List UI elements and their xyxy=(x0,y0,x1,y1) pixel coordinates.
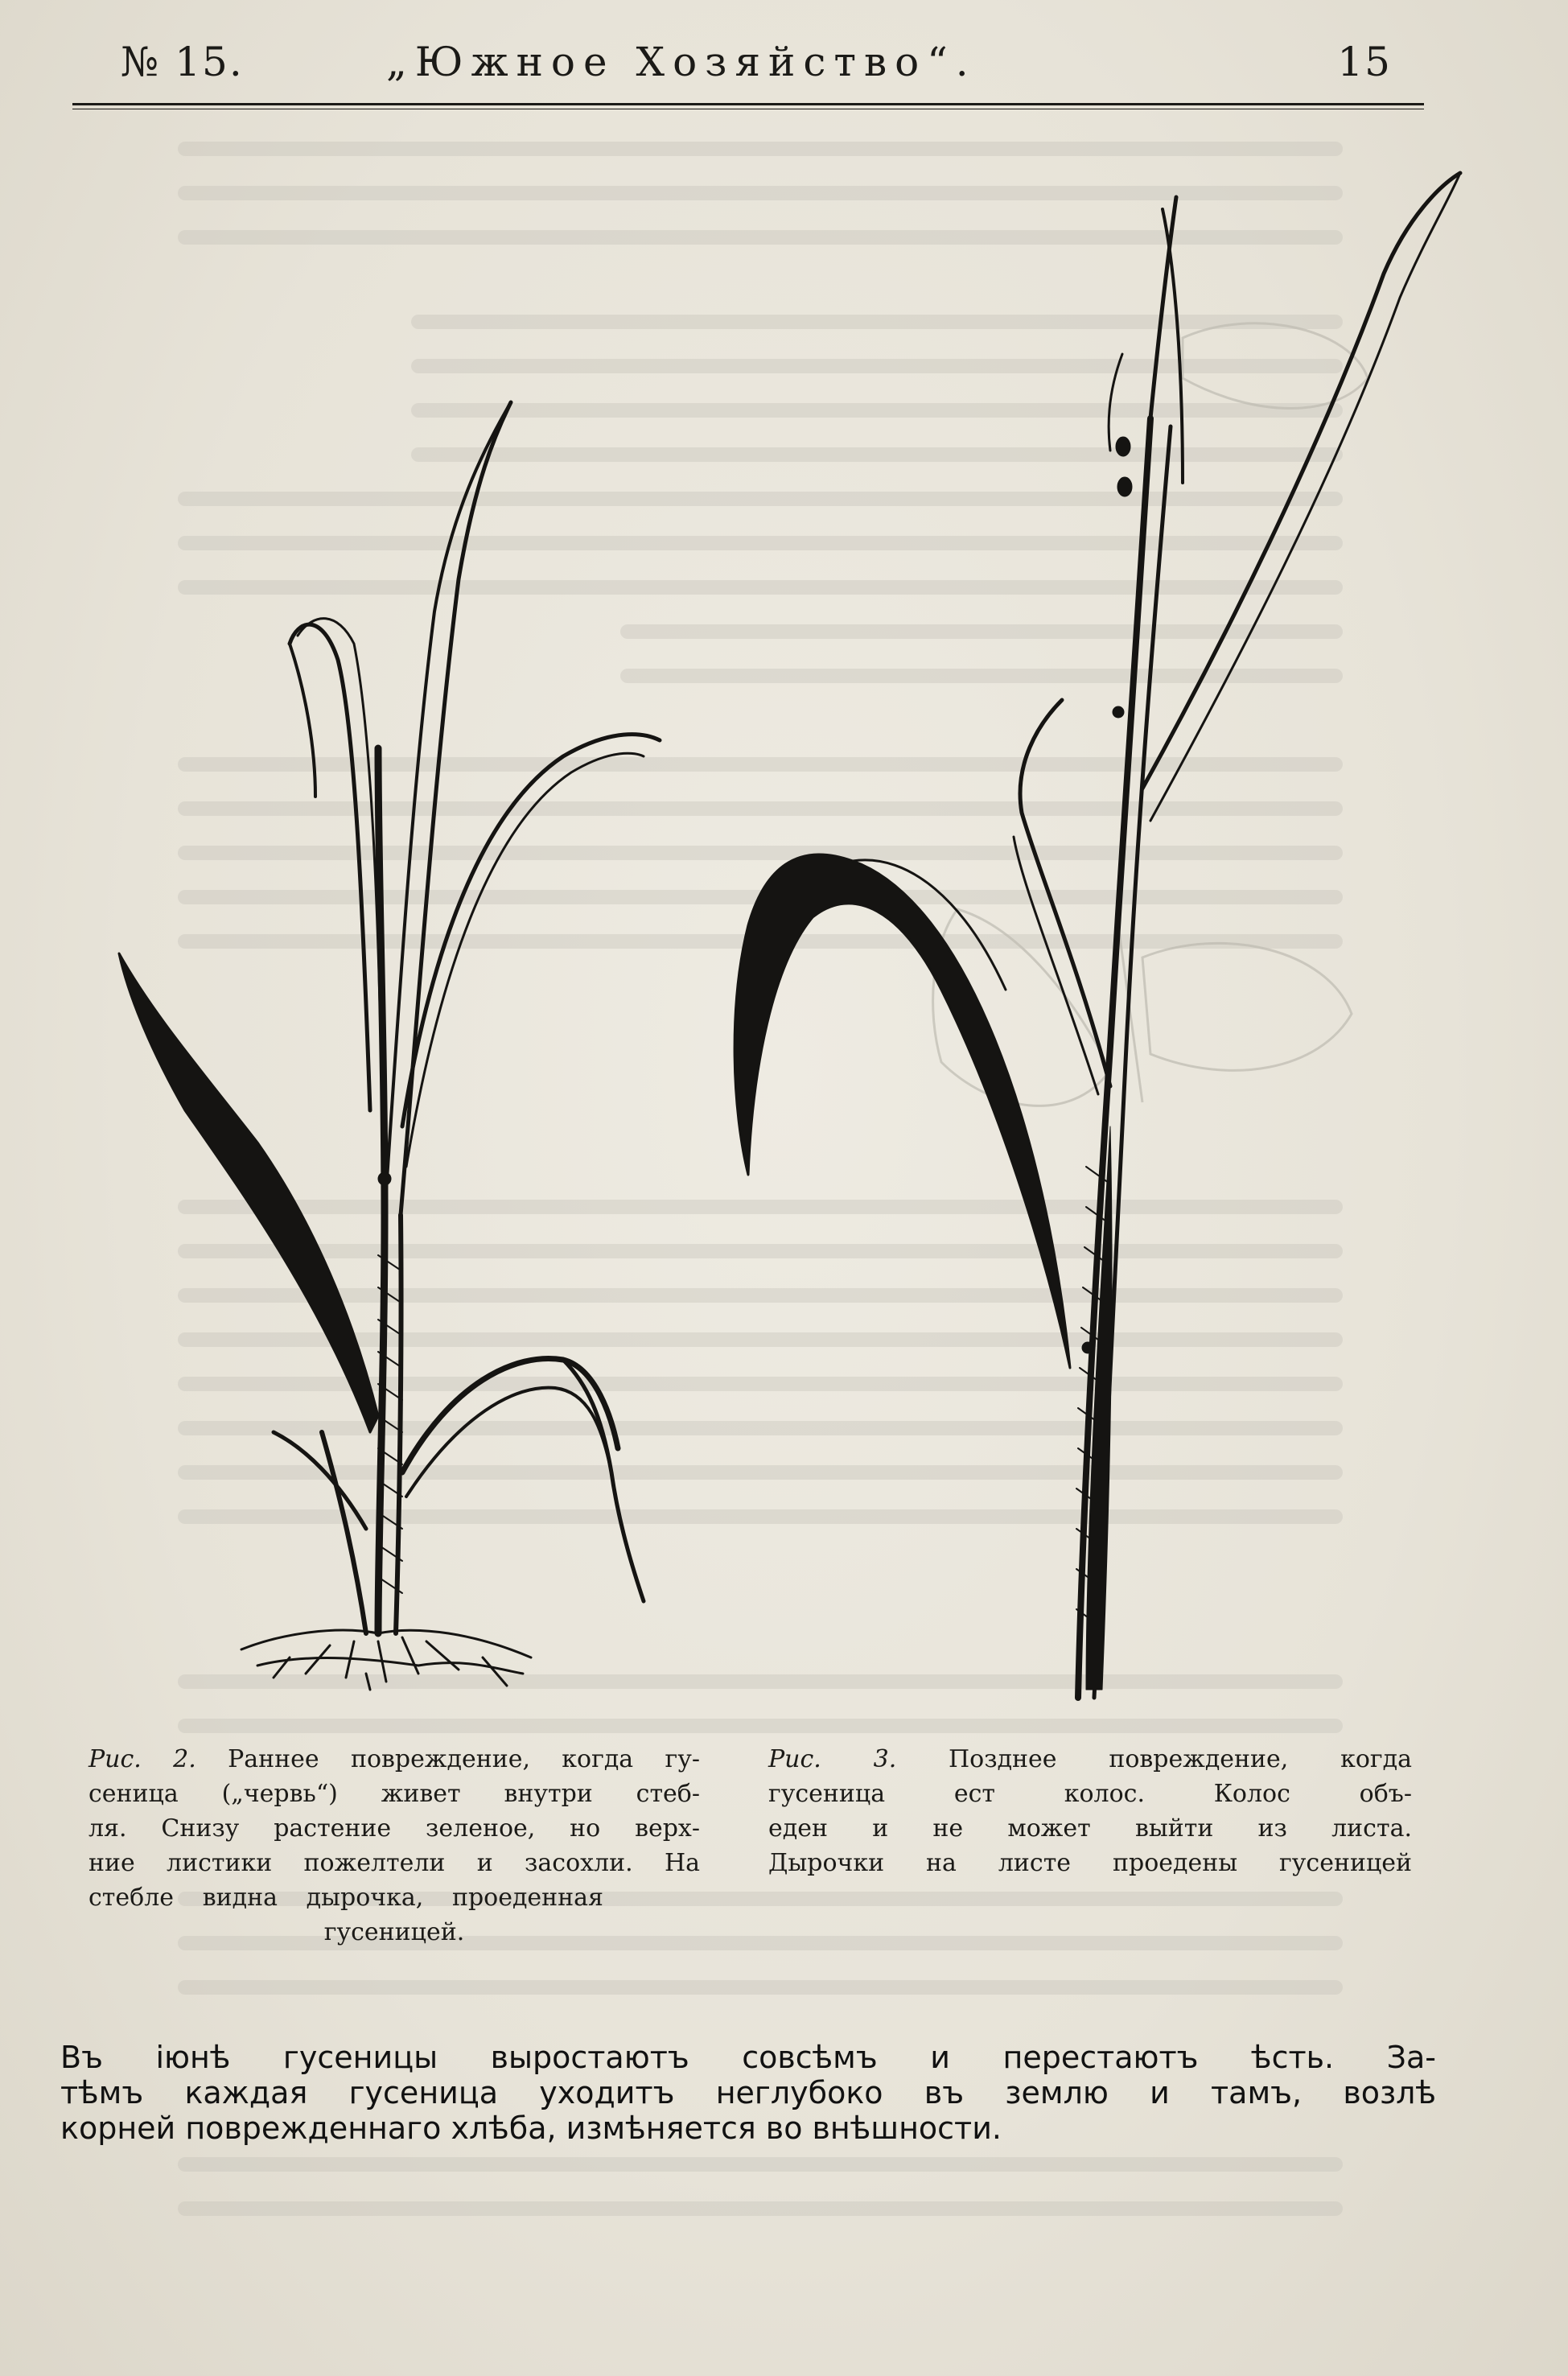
caption-line xyxy=(768,1742,1412,1777)
caption-line xyxy=(88,1742,700,1777)
running-header xyxy=(121,32,1392,97)
caption-line: гусеница ест колос. Колос объ- xyxy=(768,1780,1412,1808)
body-line: Въ іюнѣ гусеницы выростаютъ совсѣмъ и перестаютъ ѣсть. За- xyxy=(60,2040,1436,2075)
caption-label: Рис. 3. xyxy=(768,1745,897,1773)
caption-line: ля. Снизу растение зеленое, но верх- xyxy=(88,1814,700,1843)
page-number: 15 xyxy=(1337,39,1392,85)
wheat-illustration xyxy=(97,161,1480,1722)
caption-line: еден и не может выйти из листа. xyxy=(768,1814,1412,1843)
caption-line: Дырочки на листе проедены гусеницей xyxy=(768,1849,1412,1877)
figure-2-caption xyxy=(88,1742,700,1950)
figure-3-plant xyxy=(735,173,1460,1698)
journal-title: „Южное Хозяйство“. xyxy=(386,39,977,85)
issue-number: № 15. xyxy=(121,39,244,85)
body-line: тѣмъ каждая гусеница уходитъ неглубоко въ землю и тамъ, возлѣ xyxy=(60,2075,1436,2110)
figure-2-plant xyxy=(119,402,660,1690)
caption-label: Рис. 2. xyxy=(88,1745,196,1773)
caption-text: Позднее повреждение, когда xyxy=(949,1745,1412,1773)
caption-text: Раннее повреждение, когда гу- xyxy=(228,1745,700,1773)
figure-3-caption xyxy=(768,1742,1412,1880)
caption-line: гусеницей. xyxy=(323,1918,465,1946)
caption-line: ние листики пожелтели и засохли. На xyxy=(88,1849,700,1877)
body-paragraph xyxy=(60,2040,1436,2146)
header-rule xyxy=(72,103,1424,105)
body-line: корней поврежденнаго хлѣба, измѣняется во внѣшности. xyxy=(60,2110,1002,2146)
caption-line: стебле видна дырочка, проеденная xyxy=(88,1884,603,1912)
caption-line: сеница („червь“) живет внутри стеб- xyxy=(88,1780,700,1808)
